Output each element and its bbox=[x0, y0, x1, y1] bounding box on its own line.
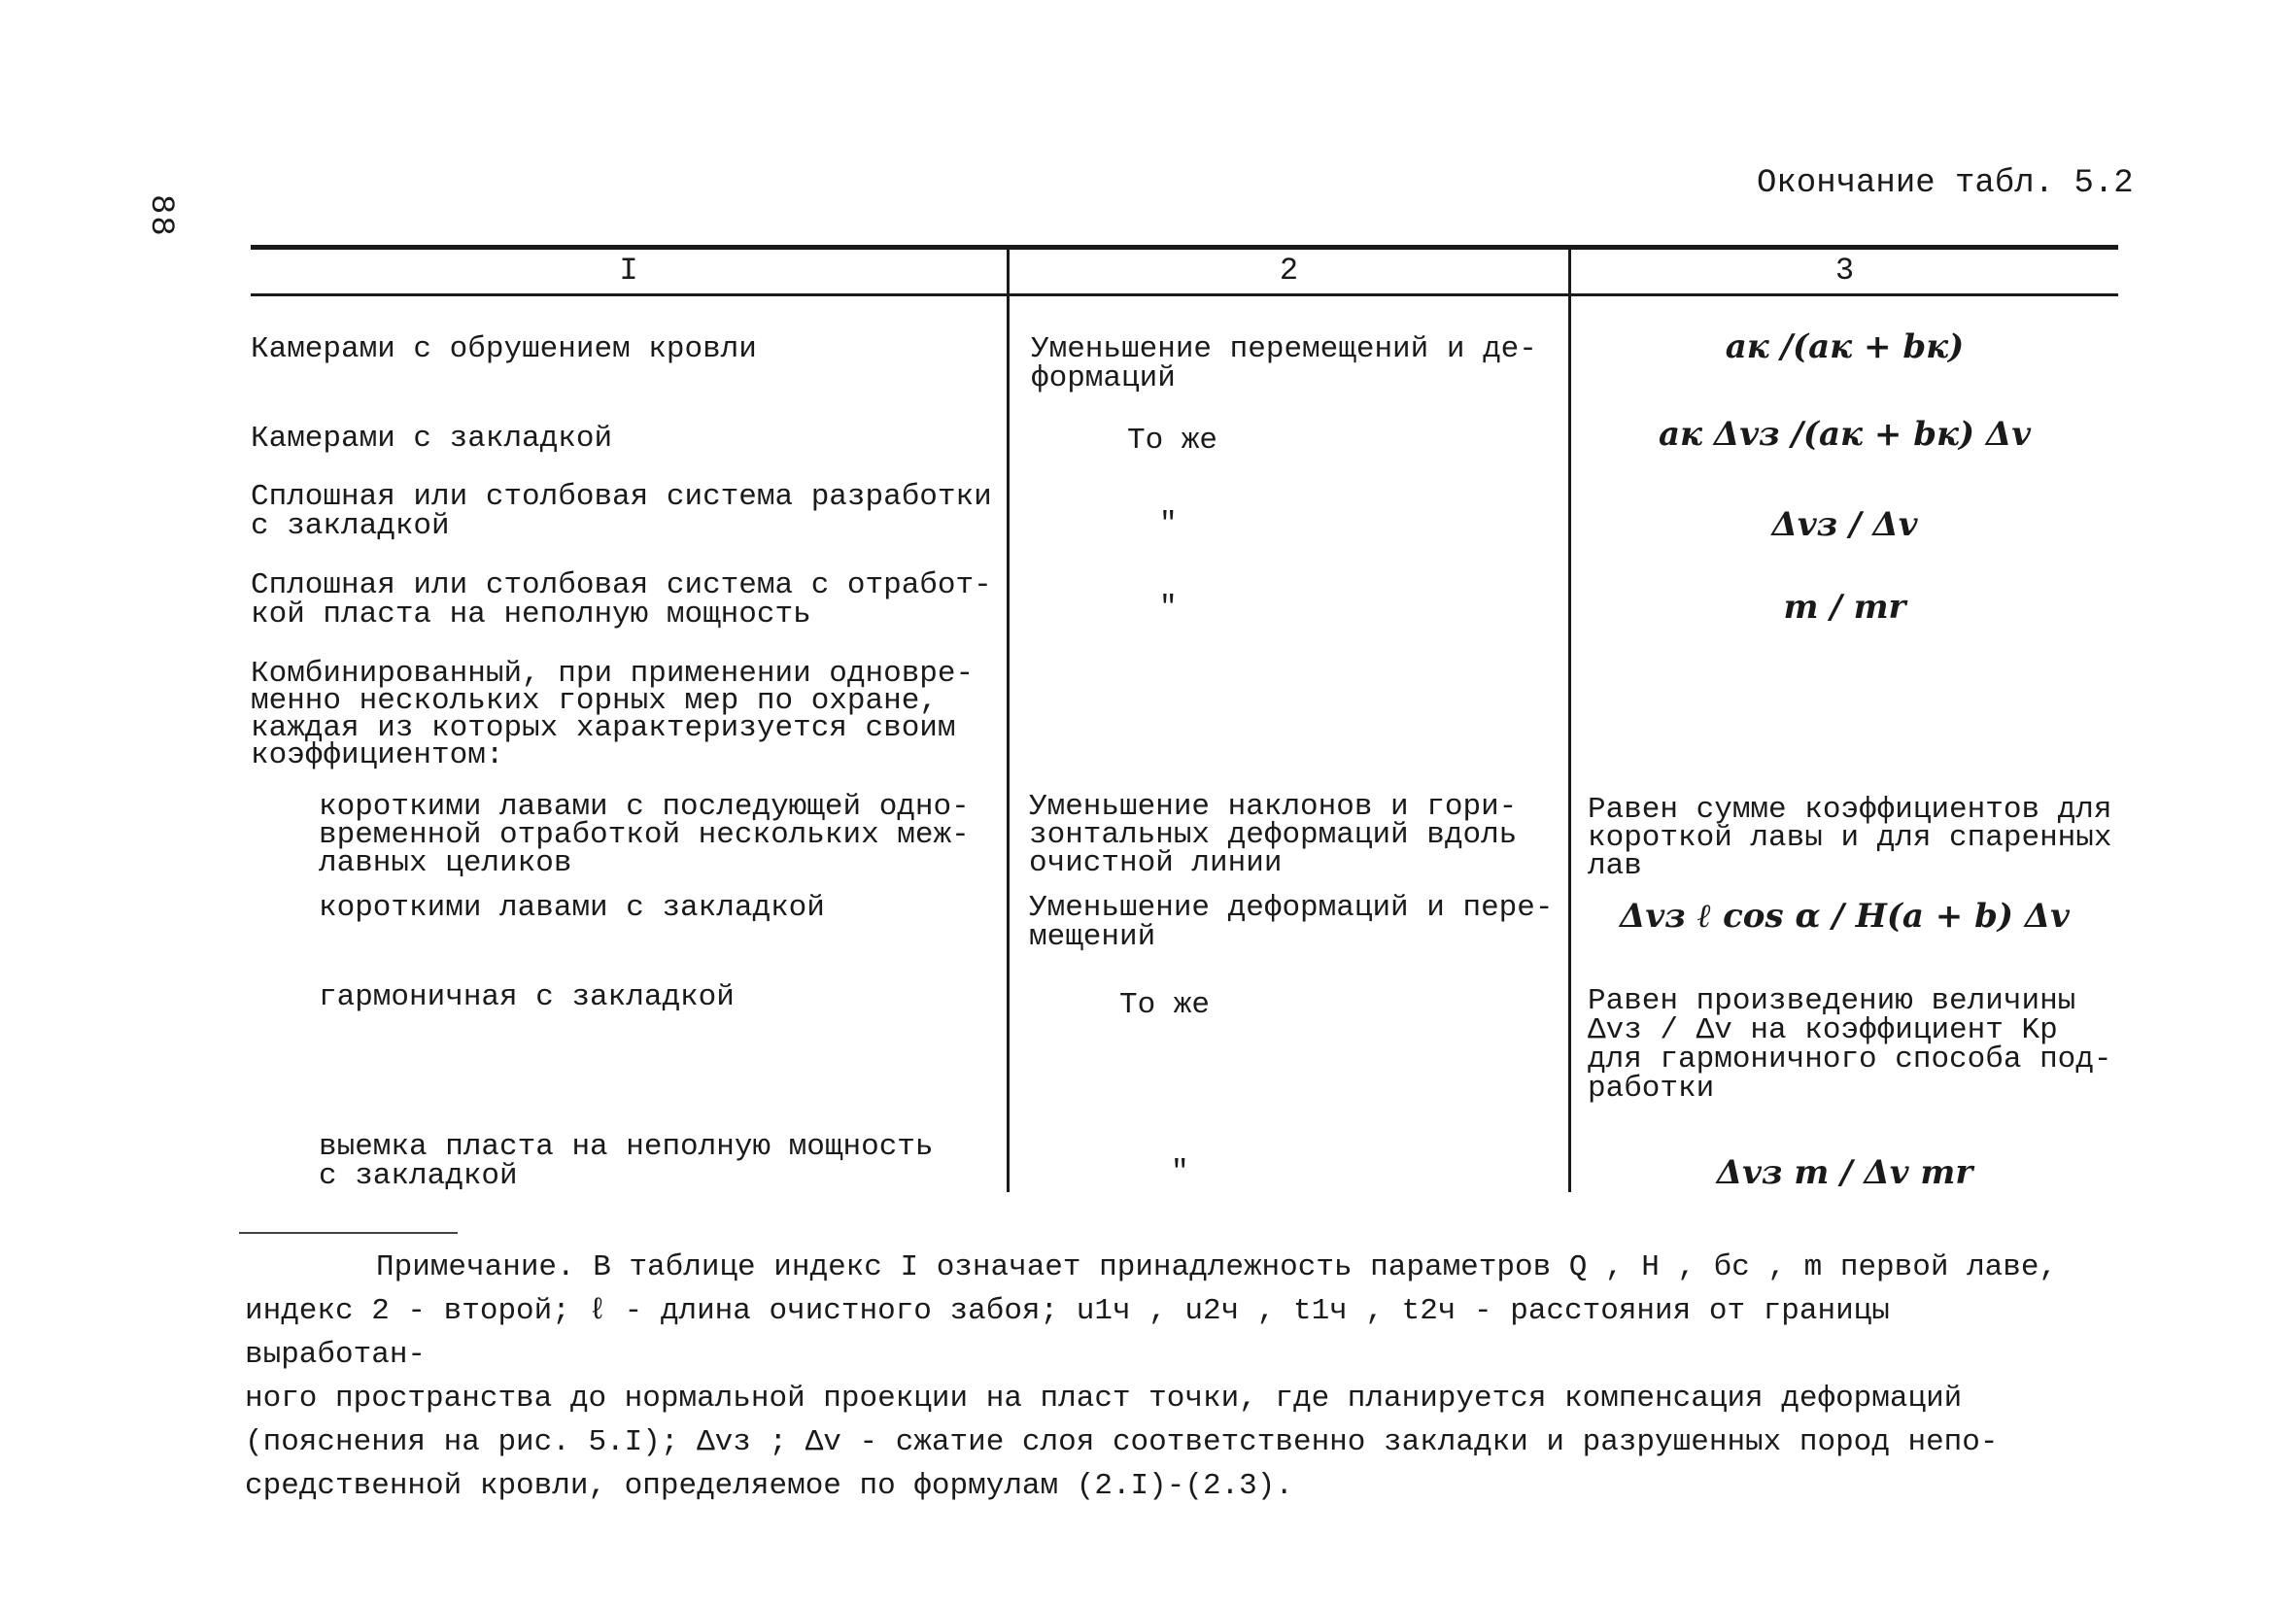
row-2-coefficient-formula: aк Δvз /(aк + bк) Δv bbox=[1658, 415, 2032, 454]
row-5-combined-method: Комбинированный, при применении одновре- менно нескольких горных мер по охране, каждая из которых характеризуется своим коэффициентом: bbox=[251, 657, 975, 772]
row-3-effect-ditto: " bbox=[1159, 507, 1178, 541]
table-top-rule bbox=[251, 245, 2118, 250]
column-divider-2 bbox=[1568, 245, 1571, 1192]
row-9-method: выемка пласта на неполную мощность с закладкой bbox=[319, 1130, 934, 1193]
row-7-coefficient-formula: Δvз ℓ cos α / H(a + b) Δv bbox=[1620, 897, 2070, 936]
row-3-coefficient-formula: Δvз / Δv bbox=[1771, 505, 1918, 544]
column-header-3: 3 bbox=[1834, 253, 1855, 289]
row-4-effect-ditto: " bbox=[1159, 591, 1178, 625]
row-8-method: гармоничная с закладкой bbox=[319, 980, 735, 1014]
row-9-coefficient-formula: Δvз m / Δv mr bbox=[1716, 1153, 1973, 1192]
row-6-effect: Уменьшение наклонов и гори- зонтальных деформаций вдоль очистной линии bbox=[1029, 790, 1518, 880]
row-7-method: короткими лавами с закладкой bbox=[319, 891, 825, 925]
table-caption: Окончание табл. 5.2 bbox=[1757, 165, 2134, 202]
row-4-coefficient-formula: m / mr bbox=[1783, 588, 1906, 627]
row-7-effect: Уменьшение деформаций и пере- мещений bbox=[1029, 891, 1554, 954]
page-number: 88 bbox=[142, 194, 179, 238]
row-4-method: Сплошная или столбовая система с отработ- кой пласта на неполную мощность bbox=[251, 568, 992, 632]
row-3-method: Сплошная или столбовая система разработки с закладкой bbox=[251, 480, 992, 543]
header-bottom-rule bbox=[251, 293, 2118, 296]
row-2-method: Камерами с закладкой bbox=[251, 422, 613, 456]
column-header-2: 2 bbox=[1279, 253, 1299, 289]
row-6-method: короткими лавами с последующей одно- временной отработкой нескольких меж- лавных целиков bbox=[319, 790, 970, 880]
table-footnote: Примечание. В таблице индекс I означает принадлежность параметров Q , H , бс , m первой лаве, индекс 2 - второй; ℓ - длина очистного забоя; u1ч , u2ч , t1ч , t2ч - расстояния от границы выработан- ного пространства до нормальной проекции на пласт точки, где планируется компенсация деформаций (пояснения на рис. 5.I); Δvз ; Δv - сжатие слоя соответственно закладки и разрушенных пород непо- средственной кровли, определяемое по формулам (2.I)-(2.3). bbox=[245, 1250, 2058, 1503]
row-8-coefficient: Равен произведению величины Δvз / Δv на коэффициент Kр для гармоничного способа под- работки bbox=[1588, 984, 2112, 1106]
row-9-effect-ditto: " bbox=[1171, 1155, 1189, 1189]
row-8-effect: То же bbox=[1119, 988, 1211, 1022]
row-6-coefficient: Равен сумме коэффициентов для короткой лавы и для спаренных лав bbox=[1588, 793, 2112, 883]
row-1-effect: Уменьшение перемещений и де- формаций bbox=[1031, 332, 1537, 395]
footnote-separator bbox=[239, 1232, 458, 1234]
row-1-coefficient-formula: aк /(aк + bк) bbox=[1725, 327, 1965, 366]
row-1-method: Камерами с обрушением кровли bbox=[251, 332, 757, 366]
column-divider-1 bbox=[1007, 245, 1010, 1192]
row-2-effect: То же bbox=[1127, 424, 1218, 458]
column-header-1: I bbox=[619, 253, 638, 289]
